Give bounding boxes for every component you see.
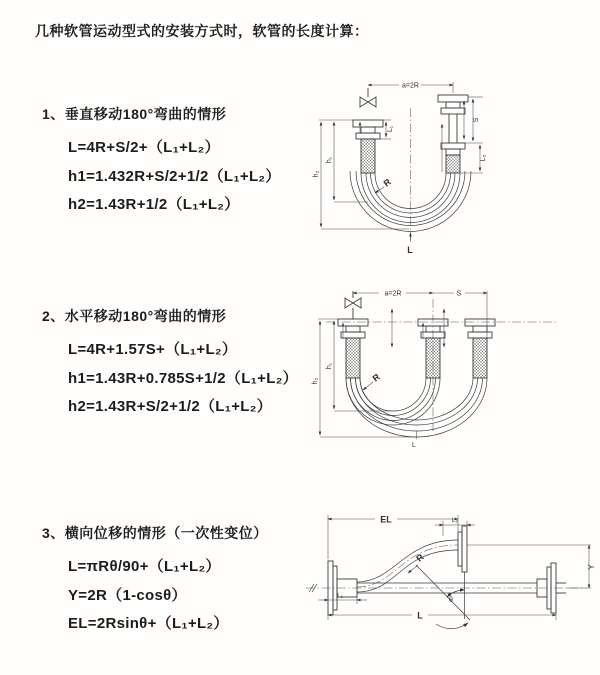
- dim-label-l1: L₁: [337, 592, 343, 600]
- section-3-heading: 3、横向位移的情形（一次性变位）: [42, 525, 268, 541]
- radius-label: R: [381, 176, 393, 189]
- dim-label-y: Y: [587, 564, 596, 570]
- section-vertical-movement: [0, 104, 320, 234]
- formula-el: EL=2Rsinθ+（L₁+L₂）: [68, 615, 229, 632]
- dim-label-el: EL: [380, 514, 392, 525]
- dim-label-h2: h₂: [313, 170, 320, 178]
- length-label: L: [412, 442, 416, 449]
- dim-label-a2r: a=2R: [384, 290, 402, 298]
- page-title: 几种软管运动型式的安装方式时，软管的长度计算：: [35, 23, 369, 39]
- length-label: L: [417, 610, 423, 621]
- dim-label-l2: L₂: [451, 517, 459, 524]
- dim-label-l1: L₁: [387, 125, 394, 133]
- middle-pipe-flange: [418, 319, 448, 378]
- formula-l: L=4R+S/2+（L₁+L₂）: [68, 139, 220, 156]
- diagram-horizontal-180-bend: [310, 281, 588, 458]
- section-horizontal-movement: [0, 306, 320, 436]
- diagram-vertical-180-bend: [312, 72, 588, 257]
- radius-label: R: [370, 371, 382, 384]
- dim-label-h2: h₂: [312, 377, 319, 385]
- dim-label-h1: h₁: [326, 362, 333, 370]
- dim-label-a2r: a=2R: [402, 82, 419, 90]
- formula-h1: h1=1.43R+0.785S+1/2（L₁+L₂）: [68, 370, 298, 387]
- dim-label-s: S: [456, 290, 462, 298]
- hose-braid: [446, 155, 460, 173]
- formula-h1: h1=1.432R+S/2+1/2（L₁+L₂）: [68, 168, 281, 185]
- upper-flange-displaced: [458, 526, 467, 572]
- hose-braid: [361, 139, 375, 173]
- right-pipe-flange: [465, 319, 495, 378]
- right-pipe-flange: [438, 95, 468, 173]
- hose-braid: [426, 338, 440, 378]
- length-label: L: [407, 245, 413, 255]
- angle-label-theta: θ: [449, 597, 453, 604]
- formula-h2: h2=1.43R+1/2（L₁+L₂）: [68, 196, 240, 213]
- u-bend-hose-position1: [346, 378, 440, 425]
- section-1-heading: 1、垂直移动180°弯曲的情形: [42, 106, 227, 122]
- left-pipe-flange: [353, 120, 383, 173]
- section-2-heading: 2、水平移动180°弯曲的情形: [42, 308, 227, 324]
- valve-icon: [360, 88, 376, 107]
- left-pipe-flange: [338, 319, 368, 378]
- diagram-lateral-displacement: [300, 503, 598, 643]
- s-curve-hose-displaced: [357, 540, 458, 592]
- movement-arrows: [343, 323, 423, 339]
- dim-label-h1: h₁: [326, 156, 333, 164]
- valve-icon: [345, 291, 361, 319]
- formula-h2: h2=1.43R+S/2+1/2（L₁+L₂）: [68, 398, 273, 415]
- dim-label-s: S: [473, 117, 480, 123]
- formula-l: L=4R+1.57S+（L₁+L₂）: [68, 341, 238, 358]
- hose-braid: [346, 338, 360, 378]
- radius-label: R: [414, 551, 426, 564]
- formula-y: Y=2R（1-cosθ）: [68, 587, 187, 604]
- dim-label-l2: L₂: [480, 154, 487, 162]
- hose-braid: [473, 338, 487, 378]
- section-lateral-displacement: [0, 523, 320, 653]
- formula-l: L=πRθ/90+（L₁+L₂）: [68, 558, 221, 575]
